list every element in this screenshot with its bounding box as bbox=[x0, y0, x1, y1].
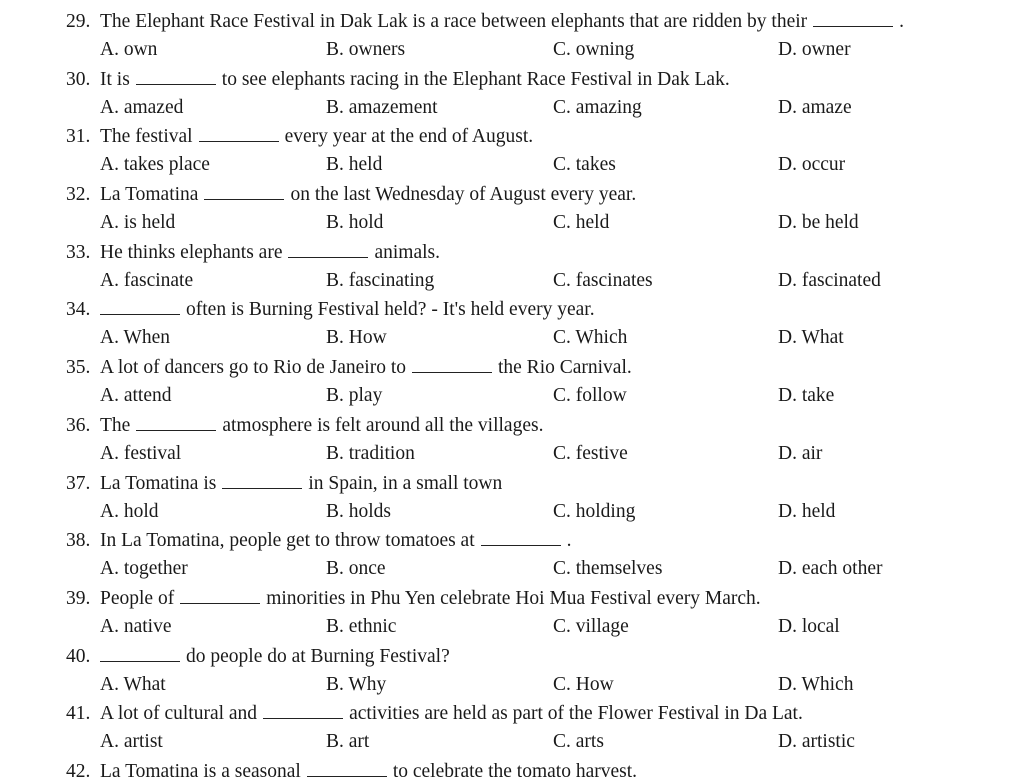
answer-option[interactable]: D. owner bbox=[778, 39, 851, 60]
answer-option[interactable]: C. Which bbox=[553, 327, 628, 349]
question-text-before: The bbox=[100, 414, 131, 436]
question-text-after: every year at the end of August. bbox=[284, 126, 534, 148]
answer-blank bbox=[204, 185, 284, 200]
question-text-before: It is bbox=[100, 68, 130, 90]
answer-option[interactable]: C. arts bbox=[553, 731, 604, 753]
answer-option[interactable]: D. occur bbox=[778, 154, 846, 176]
answer-option[interactable]: C. follow bbox=[553, 385, 627, 407]
question-stem bbox=[66, 182, 636, 208]
question-number: 41. bbox=[66, 703, 91, 725]
answer-option[interactable]: D. amaze bbox=[778, 96, 852, 118]
answer-option[interactable]: B. Why bbox=[326, 673, 387, 695]
answer-option[interactable]: C. owning bbox=[553, 39, 635, 60]
question-item bbox=[0, 346, 1024, 407]
answer-option[interactable]: B. tradition bbox=[326, 442, 415, 464]
answer-option[interactable]: D. Which bbox=[778, 673, 854, 695]
question-text-after: to see elephants racing in the Elephant Race Festival in Dak Lak. bbox=[221, 68, 730, 90]
answer-blank bbox=[199, 127, 279, 142]
answer-option[interactable]: D. artistic bbox=[778, 731, 855, 753]
question-stem bbox=[66, 124, 533, 150]
answer-blank bbox=[222, 474, 302, 489]
answer-option[interactable]: A. festival bbox=[100, 442, 182, 464]
question-text-after: atmosphere is felt around all the villages. bbox=[222, 414, 544, 436]
question-stem bbox=[66, 240, 440, 266]
question-text-after: the Rio Carnival. bbox=[497, 357, 632, 379]
question-text-before: The Elephant Race Festival in Dak Lak is a race between elephants that are ridden by their bbox=[100, 11, 808, 32]
question-text-after: minorities in Phu Yen celebrate Hoi Mua Festival every March. bbox=[266, 587, 761, 609]
question-text-before: He thinks elephants are bbox=[100, 241, 283, 263]
answer-option[interactable]: A. When bbox=[100, 327, 171, 349]
question-item bbox=[0, 519, 1024, 580]
answer-option[interactable]: A. What bbox=[100, 673, 166, 695]
question-item bbox=[0, 462, 1024, 520]
question-item bbox=[0, 635, 1024, 693]
answer-blank bbox=[813, 12, 893, 27]
answer-blank bbox=[180, 589, 260, 604]
question-stem bbox=[66, 586, 761, 612]
answer-option[interactable]: A. own bbox=[100, 39, 158, 60]
question-number: 31. bbox=[66, 126, 91, 148]
answer-option[interactable]: B. holds bbox=[326, 500, 392, 522]
question-item bbox=[0, 404, 1024, 462]
answer-blank bbox=[136, 416, 216, 431]
answer-option[interactable]: C. village bbox=[553, 615, 629, 637]
question-number: 34. bbox=[66, 299, 91, 321]
answer-option[interactable]: D. air bbox=[778, 442, 823, 464]
answer-option[interactable]: D. fascinated bbox=[778, 269, 881, 291]
question-text-after: in Spain, in a small town bbox=[308, 472, 503, 494]
answer-option[interactable]: D. local bbox=[778, 615, 840, 637]
answer-option[interactable]: A. attend bbox=[100, 385, 172, 407]
answer-blank bbox=[100, 647, 180, 662]
question-stem bbox=[66, 9, 904, 35]
question-number: 35. bbox=[66, 357, 91, 379]
question-number: 40. bbox=[66, 645, 91, 667]
question-item bbox=[0, 231, 1024, 289]
question-text-before: People of bbox=[100, 587, 175, 609]
answer-option[interactable]: B. ethnic bbox=[326, 615, 397, 637]
answer-option[interactable]: A. artist bbox=[100, 731, 163, 753]
question-text-after: often is Burning Festival held? - It's held every year. bbox=[186, 299, 595, 321]
answer-option[interactable]: D. each other bbox=[778, 558, 883, 580]
answer-option[interactable]: C. amazing bbox=[553, 96, 642, 118]
answer-option[interactable]: C. holding bbox=[553, 500, 636, 522]
answer-option[interactable]: B. art bbox=[326, 731, 370, 753]
question-text-before: In La Tomatina, people get to throw tomatoes at bbox=[100, 530, 475, 552]
question-text-after: do people do at Burning Festival? bbox=[186, 645, 450, 667]
question-number: 33. bbox=[66, 241, 91, 263]
answer-option[interactable]: D. What bbox=[778, 327, 844, 349]
question-number: 39. bbox=[66, 587, 91, 609]
answer-blank bbox=[412, 358, 492, 373]
question-text-before: La Tomatina is a seasonal bbox=[100, 760, 301, 779]
answer-blank bbox=[288, 243, 368, 258]
answer-blank bbox=[100, 300, 180, 315]
question-stem bbox=[66, 528, 572, 554]
question-item bbox=[0, 288, 1024, 349]
answer-option[interactable]: D. take bbox=[778, 385, 835, 407]
question-item bbox=[0, 115, 1024, 176]
question-number: 36. bbox=[66, 414, 91, 436]
answer-option[interactable]: D. held bbox=[778, 500, 836, 522]
question-number: 38. bbox=[66, 530, 91, 552]
answer-option[interactable]: A. together bbox=[100, 558, 188, 580]
answer-option[interactable]: C. takes bbox=[553, 154, 616, 176]
answer-option[interactable]: B. play bbox=[326, 385, 383, 407]
answer-option[interactable]: C. How bbox=[553, 673, 614, 695]
question-number: 32. bbox=[66, 184, 91, 206]
answer-option[interactable]: B. How bbox=[326, 327, 387, 349]
question-stem bbox=[66, 701, 803, 727]
question-stem bbox=[66, 759, 637, 779]
answer-option[interactable]: B. hold bbox=[326, 212, 384, 234]
question-text-after: . bbox=[566, 530, 572, 552]
answer-blank bbox=[307, 762, 387, 777]
question-text-after: . bbox=[899, 11, 905, 32]
question-stem bbox=[66, 471, 502, 497]
question-text-before: A lot of cultural and bbox=[100, 703, 258, 725]
question-stem bbox=[66, 67, 730, 93]
answer-blank bbox=[263, 704, 343, 719]
answer-option[interactable]: A. native bbox=[100, 615, 172, 637]
answer-option[interactable]: B. held bbox=[326, 154, 383, 176]
answer-option[interactable]: A. is held bbox=[100, 212, 176, 234]
answer-option[interactable]: B. once bbox=[326, 558, 386, 580]
question-stem bbox=[66, 355, 632, 381]
question-text-after: activities are held as part of the Flower Festival in Da Lat. bbox=[349, 703, 803, 725]
question-item bbox=[0, 0, 1024, 58]
answer-option[interactable]: D. be held bbox=[778, 212, 859, 234]
answer-option[interactable]: C. themselves bbox=[553, 558, 663, 580]
question-item bbox=[0, 750, 1024, 779]
question-item bbox=[0, 58, 1024, 116]
answer-option[interactable]: A. fascinate bbox=[100, 269, 194, 291]
question-number: 37. bbox=[66, 472, 91, 494]
question-item bbox=[0, 692, 1024, 753]
question-stem bbox=[66, 413, 543, 439]
answer-blank bbox=[481, 531, 561, 546]
answer-option[interactable]: A. takes place bbox=[100, 154, 210, 176]
question-stem bbox=[66, 297, 595, 323]
question-text-before: La Tomatina bbox=[100, 184, 199, 206]
answer-option[interactable]: A. amazed bbox=[100, 96, 184, 118]
answer-option[interactable]: C. fascinates bbox=[553, 269, 653, 291]
question-number: 30. bbox=[66, 68, 91, 90]
question-text-before: A lot of dancers go to Rio de Janeiro to bbox=[100, 357, 406, 379]
question-item bbox=[0, 577, 1024, 635]
question-item bbox=[0, 173, 1024, 234]
answer-option[interactable]: C. held bbox=[553, 212, 610, 234]
answer-option[interactable]: B. fascinating bbox=[326, 269, 435, 291]
answer-option[interactable]: A. hold bbox=[100, 500, 159, 522]
question-number: 42. bbox=[66, 760, 91, 779]
question-text-after: on the last Wednesday of August every year. bbox=[290, 184, 637, 206]
question-text-before: La Tomatina is bbox=[100, 472, 217, 494]
question-text-after: to celebrate the tomato harvest. bbox=[392, 760, 638, 779]
answer-option[interactable]: C. festive bbox=[553, 442, 628, 464]
answer-option[interactable]: B. amazement bbox=[326, 96, 438, 118]
question-text-before: The festival bbox=[100, 126, 193, 148]
question-text-after: animals. bbox=[374, 241, 441, 263]
answer-blank bbox=[136, 70, 216, 85]
answer-option[interactable]: B. owners bbox=[326, 39, 406, 60]
question-stem bbox=[66, 644, 450, 670]
question-number: 29. bbox=[66, 11, 91, 32]
